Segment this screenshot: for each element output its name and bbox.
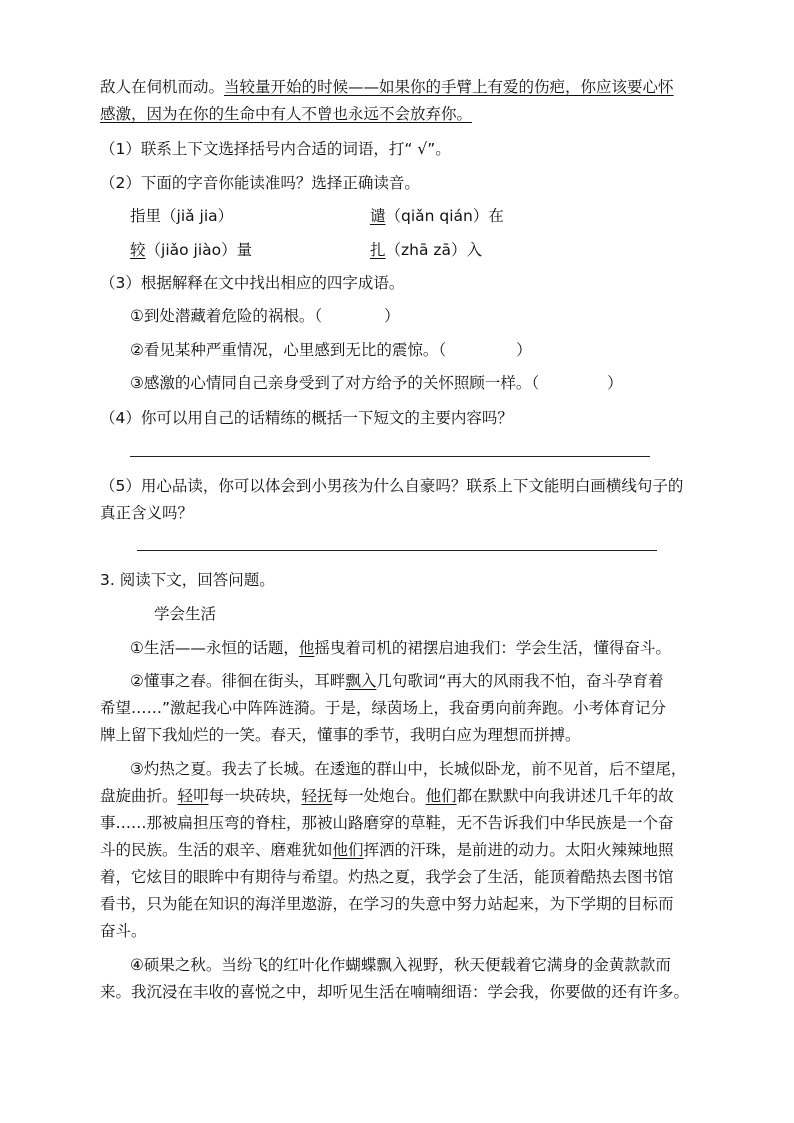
paragraph-3-line-2: 盘旋曲折。轻叩每一块砖块，轻抚每一处炮台。他们都在默默中向我讲述几千年的故 — [100, 787, 674, 805]
idiom-item-2: ②看见某种严重情况，心里感到无比的震惊。（ ） — [130, 341, 532, 359]
question-1: （1）联系上下文选择括号内合适的词语，打“ √”。 — [100, 140, 451, 158]
paragraph-2-line-1: ②懂事之春。徘徊在街头，耳畔飘入几句歌词“再大的风雨我不怕，奋斗孕育着 — [130, 672, 664, 690]
passage-text: 敌人在伺机而动。 — [100, 78, 225, 96]
pinyin-item-2: 谴（qiǎn qián）在 — [370, 207, 504, 225]
answer-line-4[interactable] — [130, 456, 650, 457]
underlined-sentence: 感激，因为在你的生命中有人不曾也永远不会放弃你。 — [100, 105, 473, 123]
answer-line-5[interactable] — [137, 550, 657, 551]
article-title: 学会生活 — [154, 605, 217, 623]
question-5-line-1: （5）用心品读，你可以体会到小男孩为什么自豪吗？联系上下文能明白画横线句子的 — [100, 477, 684, 495]
paragraph-3-line-7: 奋斗。 — [100, 922, 147, 940]
idiom-item-3: ③感激的心情同自己亲身受到了对方给予的关怀照顾一样。（ ） — [130, 374, 623, 392]
paragraph-3-line-4: 斗的民族。生活的艰辛、磨难犹如他们挥洒的汗珠，是前进的动力。太阳火辣辣地照 — [100, 841, 674, 859]
question-4: （4）你可以用自己的话精练的概括一下短文的主要内容吗？ — [100, 409, 513, 427]
paragraph-3-line-3: 事……那被扁担压弯的脊柱，那被山路磨穿的草鞋，无不告诉我们中华民族是一个奋 — [100, 814, 674, 832]
question-2-prompt: （2）下面的字音你能读准吗？选择正确读音。 — [100, 174, 420, 192]
passage-line-1 — [100, 76, 674, 98]
idiom-item-1: ①到处潜藏着危险的祸根。（ ） — [130, 307, 400, 325]
pinyin-item-3: 较（jiǎo jiào）量 — [130, 241, 253, 259]
pinyin-item-4: 扎（zhā zā）入 — [370, 241, 483, 259]
paragraph-4-line-1: ④硕果之秋。当纷飞的红叶化作蝴蝶飘入视野，秋天便载着它满身的金黄款款而 — [130, 956, 671, 974]
paragraph-2-line-3: 牌上留下我灿烂的一笑。春天，懂事的季节，我明白应为理想而拼搏。 — [100, 726, 581, 744]
paragraph-3-line-6: 看书，只为能在知识的海洋里遨游，在学习的失意中努力站起来，为下学期的目标而 — [100, 895, 674, 913]
section-3-heading: 3. 阅读下文，回答问题。 — [100, 571, 275, 589]
paragraph-4-line-2: 来。我沉浸在丰收的喜悦之中，却听见生活在喃喃细语：学会我，你要做的还有许多。 — [100, 983, 690, 1001]
pinyin-item-1: 指里（jiǎ jia） — [130, 207, 234, 225]
paragraph-3-line-1: ③灼热之夏。我去了长城。在逶迤的群山中，长城似卧龙，前不见首，后不望尾， — [130, 760, 687, 778]
paragraph-2-line-2: 希望……”激起我心中阵阵涟漪。于是，绿茵场上，我奋勇向前奔跑。小考体育记分 — [100, 699, 667, 717]
paragraph-1: ①生活——永恒的话题，他摇曳着司机的裙摆启迪我们：学会生活，懂得奋斗。 — [130, 639, 671, 657]
passage-line-2 — [100, 103, 472, 125]
underlined-sentence: 当较量开始的时候——如果你的手臂上有爱的伤疤，你应该要心怀 — [224, 78, 674, 96]
paragraph-3-line-5: 着，它炫目的眼眸中有期待与希望。灼热之夏，我学会了生活，能顶着酷热去图书馆 — [100, 868, 674, 886]
question-3-prompt: （3）根据解释在文中找出相应的四字成语。 — [100, 274, 405, 292]
question-5-line-2: 真正含义吗？ — [100, 504, 194, 522]
